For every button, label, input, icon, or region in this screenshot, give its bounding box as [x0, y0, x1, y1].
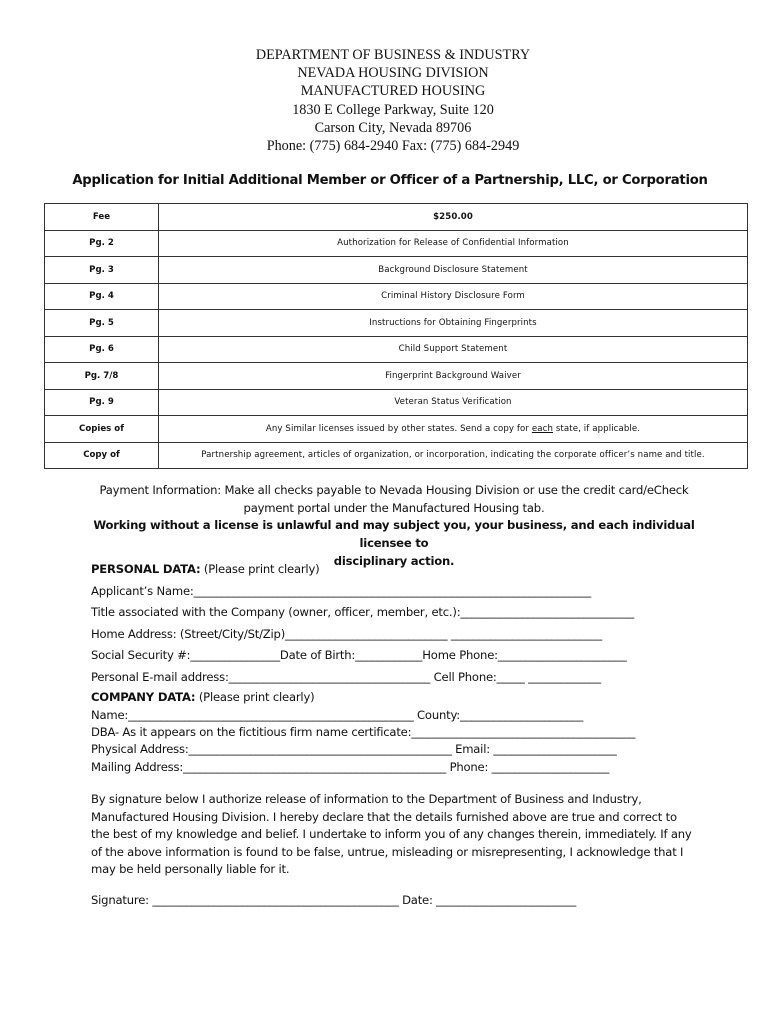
table-row	[45, 363, 748, 390]
row-label: Fee	[45, 204, 159, 231]
row-label: Pg. 3	[45, 257, 159, 284]
application-title: Application for Initial Additional Member or Officer of a Partnership, LLC, or Corporation	[72, 173, 708, 188]
row-label: Pg. 5	[45, 310, 159, 337]
table-row	[45, 204, 748, 231]
payment-line: payment portal under the Manufactured Housing tab.	[243, 501, 545, 515]
row-label: Copies of	[45, 416, 159, 443]
row-label: Pg. 9	[45, 389, 159, 416]
table-row	[45, 389, 748, 416]
warning-line: disciplinary action.	[333, 554, 455, 568]
authorization-statement	[91, 791, 701, 879]
table-row	[45, 416, 748, 443]
statement-line: the best of my knowledge and belief. I undertake to inform you of any changes therein, immediately. If any	[91, 827, 692, 842]
ssn-dob-phone-fields[interactable]: Social Security #:________________Date of Birth:____________Home Phone:_______________________	[91, 648, 627, 662]
email-cell-fields[interactable]: Personal E-mail address:____________________________________ Cell Phone:_____ _____________	[91, 670, 601, 684]
statement-line: Manufactured Housing Division. I hereby declare that the details furnished above are true and correct to	[91, 809, 677, 824]
dba-field[interactable]: DBA- As it appears on the fictitious firm name certificate:________________________________________	[91, 725, 636, 739]
company-title-field[interactable]: Title associated with the Company (owner, officer, member, etc.):_______________________________	[91, 605, 634, 619]
requirements-table	[44, 203, 748, 469]
phone-fax: Phone: (775) 684-2940 Fax: (775) 684-2949	[266, 138, 520, 155]
section-heading: COMPANY DATA:	[91, 690, 196, 704]
section-note: (Please print clearly)	[200, 562, 320, 576]
row-description: Criminal History Disclosure Form	[159, 283, 748, 310]
row-description: Partnership agreement, articles of organization, or incorporation, indicating the corporate officer’s name and title.	[159, 442, 748, 469]
table-row	[45, 442, 748, 469]
row-label: Pg. 4	[45, 283, 159, 310]
table-row	[45, 336, 748, 363]
city-state-zip: Carson City, Nevada 89706	[314, 119, 472, 136]
desc-text: Any Similar licenses issued by other states. Send a copy for	[265, 423, 532, 434]
row-label: Pg. 2	[45, 230, 159, 257]
row-description	[159, 416, 748, 443]
row-description: Authorization for Release of Confidential Information	[159, 230, 748, 257]
payment-line: Payment Information: Make all checks payable to Nevada Housing Division or use the credit card/eCheck	[99, 483, 689, 497]
table-row	[45, 283, 748, 310]
emphasis-each: each	[531, 423, 554, 434]
statement-line: may be held personally liable for it.	[91, 862, 290, 877]
company-data-heading	[91, 690, 314, 704]
signature-date-fields[interactable]: Signature: ____________________________________________ Date: _________________________	[91, 893, 577, 907]
row-description: Instructions for Obtaining Fingerprints	[159, 310, 748, 337]
desc-text: state, if applicable.	[553, 423, 641, 434]
table-row	[45, 257, 748, 284]
section-heading: PERSONAL DATA:	[91, 562, 201, 576]
row-description: $250.00	[159, 204, 748, 231]
division-name: NEVADA HOUSING DIVISION	[297, 65, 489, 82]
section-note: (Please print clearly)	[195, 690, 315, 704]
mailing-address-phone-fields[interactable]: Mailing Address:_______________________________________________ Phone: _____________________	[91, 760, 610, 774]
letterhead	[0, 46, 770, 155]
applicant-name-field[interactable]: Applicant’s Name:_______________________________________________________________________	[91, 584, 591, 598]
warning-line: Working without a license is unlawful and may subject you, your business, and each individual licensee to	[93, 518, 695, 550]
table-row	[45, 310, 748, 337]
payment-information	[74, 481, 714, 517]
section-name: MANUFACTURED HOUSING	[300, 83, 486, 100]
row-description: Veteran Status Verification	[159, 389, 748, 416]
physical-address-email-fields[interactable]: Physical Address:_______________________________________________ Email: ______________________	[91, 742, 617, 756]
personal-data-heading	[91, 562, 319, 576]
department-name: DEPARTMENT OF BUSINESS & INDUSTRY	[255, 47, 531, 63]
company-name-county-fields[interactable]: Name:___________________________________________________ County:______________________	[91, 708, 584, 722]
row-description: Fingerprint Background Waiver	[159, 363, 748, 390]
statement-line: By signature below I authorize release of information to the Department of Business and Industry,	[91, 792, 642, 806]
row-label: Pg. 7/8	[45, 363, 159, 390]
home-address-field[interactable]: Home Address: (Street/City/St/Zip)_____________________________ ___________________________	[91, 627, 602, 641]
row-label: Copy of	[45, 442, 159, 469]
table-row	[45, 230, 748, 257]
row-description: Background Disclosure Statement	[159, 257, 748, 284]
statement-line: of the above information is found to be false, untrue, misleading or misrepresenting, I acknowledge that I	[91, 844, 684, 859]
row-description: Child Support Statement	[159, 336, 748, 363]
row-label: Pg. 6	[45, 336, 159, 363]
street-address: 1830 E College Parkway, Suite 120	[292, 101, 494, 118]
